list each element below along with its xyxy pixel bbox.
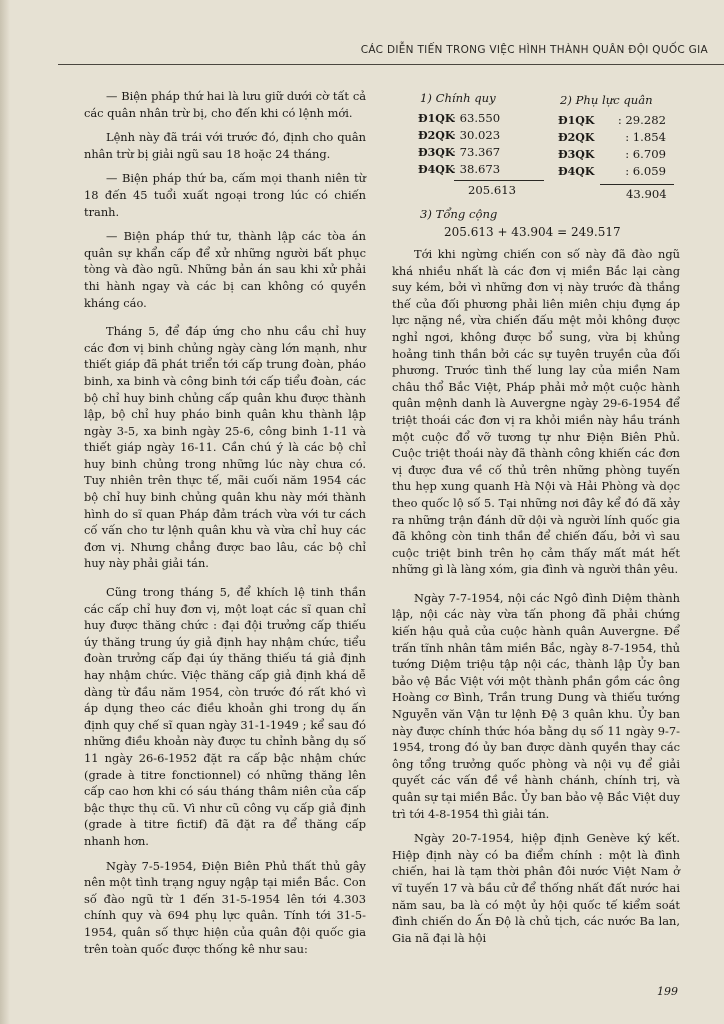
paragraph: — Biện pháp thứ tư, thành lập các tòa án quân sự khẩn cấp để xử những người bất phục tòng và đào ngũ. Những bản án sau khi xử phải thi hành ngay và các bị can không có quyền kháng cáo. bbox=[84, 229, 366, 310]
stats-heading-auxiliary: 2) Phụ lực quân bbox=[560, 93, 653, 107]
stats-sum-auxiliary: 43.904 bbox=[626, 187, 667, 201]
stats-total-line: 205.613 + 43.904 = 249.517 bbox=[444, 225, 621, 239]
stats-row bbox=[558, 112, 666, 130]
stats-row bbox=[418, 161, 500, 179]
region-value: : 73.367 bbox=[452, 145, 501, 159]
stats-row bbox=[418, 110, 500, 128]
sum-rule bbox=[600, 184, 674, 185]
region-label: Đ1QK bbox=[418, 112, 455, 125]
stats-row bbox=[418, 144, 500, 162]
stats-row bbox=[558, 163, 666, 181]
stats-heading-regular: 1) Chính quy bbox=[420, 91, 496, 105]
region-value: : 1.854 bbox=[625, 130, 666, 144]
paragraph: Tới khi ngừng chiến con số này đã đào ngũ khá nhiều nhất là các đơn vị miền Bắc lại càng suy kém, bởi vì những đơn vị này trước đà thắng thế của đối phương phải liên miên chịu đựng áp lực nặng nề, vừa chiến đấu mệt mỏi không được nghỉ ngơi, không được bổ sung, vừa bị khủng hoảng tinh thần bởi các sự tuyên truyền của đối phương. Trước tình thế lung lay của miền Nam châu thổ Bắc Việt, Pháp phải mở một cuộc hành quân mệnh danh là Auvergne ngày 29-6-1954 để triệt thoái các đơn vị ra khỏi miền này hầu tránh một cuộc đổ vỡ tương tự như Điện Biên Phủ. Cuộc triệt thoái này đã thành công khiến các đơn vị được đưa về cố thủ trên những phòng tuyến thu hẹp xung quanh Hà Nội và Hải Phòng và dọc theo quốc lộ số 5. Tại những nơi đây kể đó đã xảy ra những trận đánh dữ dội và người lính quốc gia đã không còn tinh thần để chiến đấu, bởi vì sau cuộc triệt binh trên họ cảm thấy mất mát hết những gì là làng xóm, gia đình và người thân yêu. bbox=[392, 247, 680, 577]
region-label: Đ3QK bbox=[558, 148, 595, 161]
region-value: : 6.709 bbox=[625, 147, 666, 161]
paragraph: Cũng trong tháng 5, để khích lệ tinh thần các cấp chỉ huy đơn vị, một loạt các sĩ quan chỉ huy được thăng chức : đại đội trưởng cấp thiếu úy thăng trung úy giả định hay nhậm chức, tiểu đoàn trưởng cấp đại úy thăng thiếu tá giả định hay nhậm chức. Việc thăng cấp giả định khá dễ dàng từ đầu năm 1954, còn trước đó rất khó vì áp dụng theo các điều khoản ghi trong dụ ấn định quy chế sĩ quan ngày 31-1-1949 ; kể sau đó những điều khoản này được tu chỉnh bằng dụ số 11 ngày 26-6-1952 đặt ra cấp bậc nhậm chức (grade à titre fonctionnel) có những thăng lên cấp cao hơn khi có sáu tháng thâm niên của cấp bậc thực thụ cũ. Vì như cũ công vụ cấp giả định (grade à titre fictif) đã đặt ra để thăng cấp nhanh hơn. bbox=[84, 585, 366, 848]
paragraph: Tháng 5, để đáp ứng cho nhu cầu chỉ huy các đơn vị binh chủng ngày càng lớn mạnh, như thiết giáp đã phát triển tới cấp trung đoàn, pháo binh, xa binh và công binh tới cấp tiểu đoàn, các bộ chỉ huy binh chủng cấp quân khu được thành lập, bộ chỉ huy pháo binh quân khu thành lập ngày 3-5, xa binh ngày 25-6, công binh 1-11 và thiết giáp ngày 16-11. Cần chú ý là các bộ chỉ huy binh chủng trong những lúc này chưa có. Tuy nhiên trên thực tế, mãi cuối năm 1954 các bộ chỉ huy binh chủng quân khu này mới thành hình do sĩ quan Pháp đảm trách vừa với tư cách cố vấn cho tư lệnh quân khu và vừa chỉ huy các đơn vị. Nhưng chẳng được bao lâu, các bộ chỉ huy này phải giải tán. bbox=[84, 324, 366, 571]
region-label: Đ1QK bbox=[558, 114, 595, 127]
region-label: Đ2QK bbox=[418, 129, 455, 142]
stats-row bbox=[558, 129, 666, 147]
paragraph: Ngày 7-7-1954, nội các Ngô đình Diệm thành lập, nội các này vừa tấn phong đã phải chứng kiến hậu quả của cuộc hành quân Auvergne. Để trấn tĩnh nhân tâm miền Bắc, ngày 8-7-1954, thủ tướng Diệm triệu tập nội các, thành lập Ủy ban bảo vệ Bắc Việt với một thành phần gồm các ông Hoàng cơ Bình, Trần trung Dung và thiếu tướng Nguyễn văn Vận tư lệnh Đệ 3 quân khu. Ủy ban này được chính thức hóa bằng dụ số 11 ngày 9-7-1954, trong đó ủy ban được dành quyền thay các ông tổng trưởng quốc phòng và nội vụ để giải quyết các vấn đề về hành chánh, chính trị, và quân sự tại miền Bắc. Ủy ban bảo vệ Bắc Việt duy trì tới 4-8-1954 thì giải tán. bbox=[392, 590, 680, 821]
region-value: : 6.059 bbox=[625, 164, 666, 178]
paragraph: Ngày 20-7-1954, hiệp định Genève ký kết. Hiệp định này có ba điểm chính : một là đình chiến, hai là tạm thời phân đôi nước Việt Nam ở vĩ tuyến 17 và bầu cử để thống nhất đất nước hai năm sau, ba là có một ủy hội quốc tế kiểm soát đình chiến do Ấn Độ là chủ tịch, các nước Ba lan, Gia nã đại là hội bbox=[392, 831, 680, 945]
region-value: : 30.023 bbox=[452, 128, 501, 142]
region-label: Đ3QK bbox=[418, 146, 455, 159]
region-label: Đ4QK bbox=[418, 163, 455, 176]
region-value: : 63.550 bbox=[452, 111, 501, 125]
sum-rule bbox=[454, 180, 544, 181]
header-rule bbox=[58, 64, 724, 65]
running-head: CÁC DIỄN TIẾN TRONG VIỆC HÌNH THÀNH QUÂN ĐỘI QUỐC GIA bbox=[360, 44, 708, 56]
stats-heading-total: 3) Tổng cộng bbox=[420, 207, 498, 221]
page-gutter-shadow bbox=[0, 0, 10, 1024]
stats-row bbox=[558, 146, 666, 164]
region-label: Đ2QK bbox=[558, 131, 595, 144]
stats-row bbox=[418, 127, 500, 145]
paragraph: — Biện pháp thứ hai là lưu giữ dưới cờ tất cả các quân nhân trừ bị, cho đến khi có lệnh mới. bbox=[84, 89, 366, 120]
left-column bbox=[84, 88, 366, 965]
page-number: 199 bbox=[657, 985, 678, 998]
region-label: Đ4QK bbox=[558, 165, 595, 178]
right-column bbox=[392, 88, 680, 954]
paragraph: Ngày 7-5-1954, Điện Biên Phủ thất thủ gây nên một tình trạng nguy ngập tại miền Bắc. Con số đào ngũ từ 1 đến 31-5-1954 lên tới 4.303 chính quy và 694 phụ lực quân. Tính tới 31-5-1954, quân số thực hiện của quân đội quốc gia trên toàn quốc được thống kê như sau: bbox=[84, 858, 366, 956]
paragraph: — Biện pháp thứ ba, cấm mọi thanh niên từ 18 đến 45 tuổi xuất ngoại trong lúc có chiến tranh. bbox=[84, 171, 366, 219]
troop-statistics bbox=[392, 88, 680, 238]
paragraph: Lệnh này đã trái với trước đó, định cho quân nhân trừ bị giải ngũ sau 18 hoặc 24 tháng. bbox=[84, 130, 366, 161]
stats-sum-regular: 205.613 bbox=[468, 183, 516, 197]
region-value: : 38.673 bbox=[452, 162, 501, 176]
region-value: : 29.282 bbox=[617, 113, 666, 127]
